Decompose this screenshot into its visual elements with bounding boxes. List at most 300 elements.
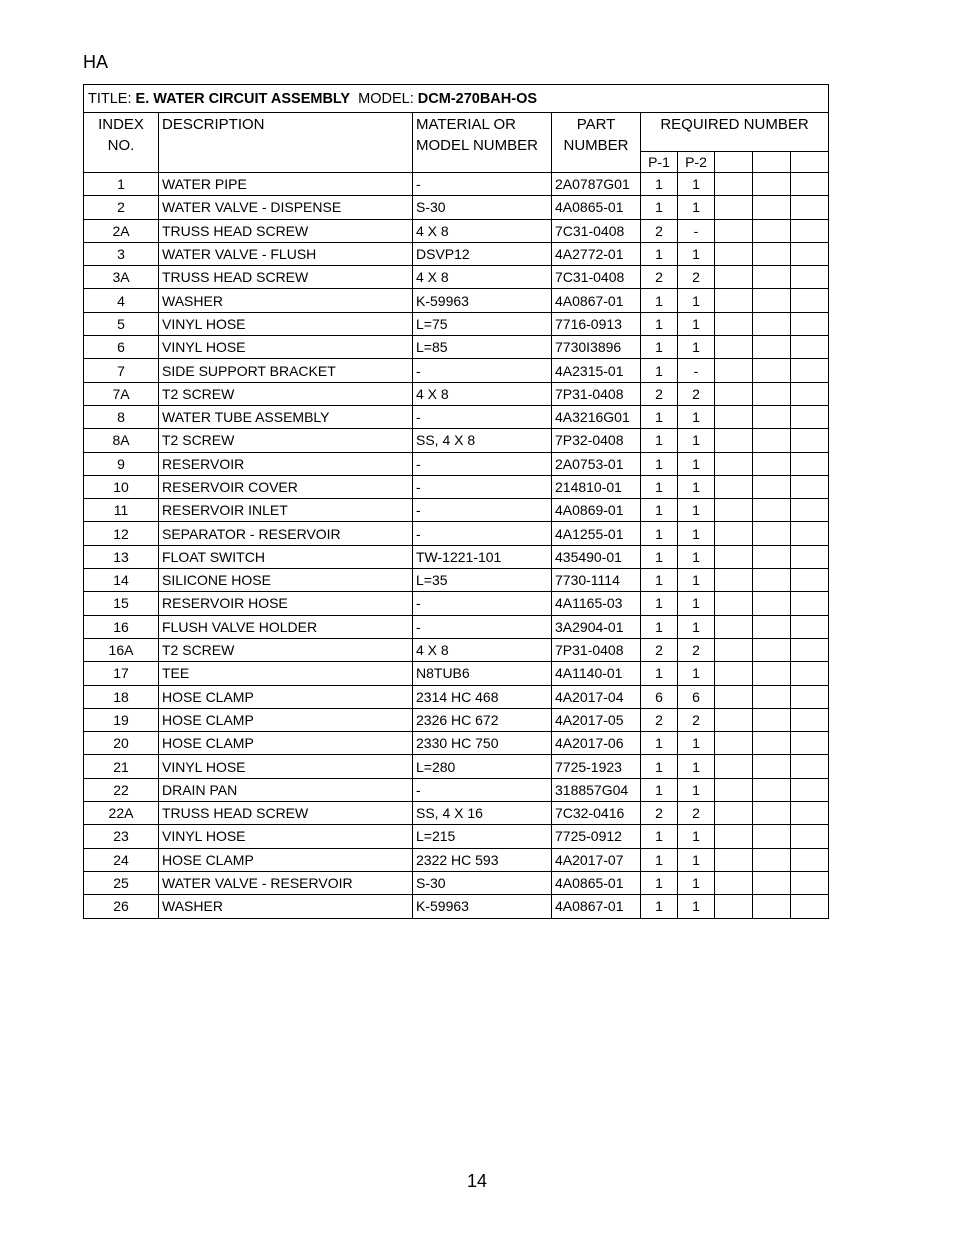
p2-quantity-cell: 1 — [678, 662, 715, 685]
index-cell: 1 — [84, 173, 159, 196]
empty-quantity-cell — [791, 382, 829, 405]
empty-quantity-cell — [715, 708, 753, 731]
empty-quantity-cell — [715, 499, 753, 522]
table-row — [84, 219, 829, 242]
index-cell: 23 — [84, 825, 159, 848]
material-cell: - — [413, 359, 552, 382]
table-row — [84, 662, 829, 685]
material-cell: 4 X 8 — [413, 219, 552, 242]
index-cell: 18 — [84, 685, 159, 708]
p1-quantity-cell: 1 — [641, 778, 678, 801]
empty-quantity-cell — [715, 615, 753, 638]
index-cell: 15 — [84, 592, 159, 615]
p2-column-header: P-2 — [678, 152, 715, 173]
p1-quantity-cell: 2 — [641, 219, 678, 242]
material-cell: 4 X 8 — [413, 266, 552, 289]
empty-quantity-cell — [715, 336, 753, 359]
empty-quantity-cell — [715, 569, 753, 592]
table-row — [84, 196, 829, 219]
title-cell — [84, 85, 829, 113]
material-cell: - — [413, 452, 552, 475]
empty-quantity-cell — [715, 732, 753, 755]
empty-quantity-cell — [791, 848, 829, 871]
empty-quantity-cell — [715, 592, 753, 615]
empty-quantity-cell — [715, 173, 753, 196]
material-cell: 4 X 8 — [413, 382, 552, 405]
empty-quantity-cell — [715, 825, 753, 848]
p1-quantity-cell: 1 — [641, 429, 678, 452]
p2-quantity-cell: 1 — [678, 825, 715, 848]
index-cell: 22 — [84, 778, 159, 801]
index-cell: 24 — [84, 848, 159, 871]
table-row — [84, 708, 829, 731]
p1-quantity-cell: 1 — [641, 662, 678, 685]
p2-quantity-cell: 1 — [678, 336, 715, 359]
p1-quantity-cell: 2 — [641, 382, 678, 405]
empty-quantity-cell — [791, 219, 829, 242]
p1-quantity-cell: 1 — [641, 848, 678, 871]
empty-quantity-cell — [753, 173, 791, 196]
table-row — [84, 522, 829, 545]
empty-quantity-cell — [715, 685, 753, 708]
description-cell: WATER PIPE — [159, 173, 413, 196]
empty-quantity-cell — [715, 219, 753, 242]
p1-column-header: P-1 — [641, 152, 678, 173]
description-cell: HOSE CLAMP — [159, 708, 413, 731]
part-number-cell: 7725-1923 — [552, 755, 641, 778]
p2-quantity-cell: 1 — [678, 848, 715, 871]
p1-quantity-cell: 2 — [641, 638, 678, 661]
parts-list-table — [83, 84, 829, 919]
material-cell: 2322 HC 593 — [413, 848, 552, 871]
index-cell: 22A — [84, 802, 159, 825]
material-cell: - — [413, 475, 552, 498]
empty-header-cell — [715, 152, 753, 173]
material-cell: DSVP12 — [413, 242, 552, 265]
empty-quantity-cell — [791, 173, 829, 196]
empty-quantity-cell — [753, 475, 791, 498]
p1-quantity-cell: 1 — [641, 545, 678, 568]
index-cell: 7A — [84, 382, 159, 405]
empty-quantity-cell — [753, 219, 791, 242]
description-cell: WATER VALVE - RESERVOIR — [159, 871, 413, 894]
part-number-cell: 7716-0913 — [552, 312, 641, 335]
p2-quantity-cell: 2 — [678, 638, 715, 661]
p2-quantity-cell: 2 — [678, 708, 715, 731]
empty-quantity-cell — [791, 312, 829, 335]
material-cell: L=35 — [413, 569, 552, 592]
index-cell: 14 — [84, 569, 159, 592]
index-cell: 2A — [84, 219, 159, 242]
empty-quantity-cell — [791, 266, 829, 289]
part-number-cell: 4A2772-01 — [552, 242, 641, 265]
p2-quantity-cell: - — [678, 219, 715, 242]
description-cell: VINYL HOSE — [159, 336, 413, 359]
p2-quantity-cell: 1 — [678, 615, 715, 638]
empty-quantity-cell — [715, 452, 753, 475]
index-header-line1: INDEX — [98, 116, 144, 133]
empty-quantity-cell — [791, 708, 829, 731]
p1-quantity-cell: 1 — [641, 732, 678, 755]
material-cell: L=75 — [413, 312, 552, 335]
material-column-header — [413, 113, 552, 173]
empty-quantity-cell — [753, 452, 791, 475]
description-cell: SIDE SUPPORT BRACKET — [159, 359, 413, 382]
part-number-cell: 4A0869-01 — [552, 499, 641, 522]
description-cell: RESERVOIR HOSE — [159, 592, 413, 615]
p1-quantity-cell: 1 — [641, 825, 678, 848]
part-number-cell: 4A1165-03 — [552, 592, 641, 615]
empty-quantity-cell — [715, 475, 753, 498]
table-row — [84, 685, 829, 708]
p2-quantity-cell: 1 — [678, 312, 715, 335]
table-row — [84, 452, 829, 475]
description-cell: VINYL HOSE — [159, 312, 413, 335]
empty-quantity-cell — [715, 382, 753, 405]
p2-quantity-cell: 1 — [678, 242, 715, 265]
empty-quantity-cell — [715, 429, 753, 452]
table-row — [84, 382, 829, 405]
description-cell: TRUSS HEAD SCREW — [159, 219, 413, 242]
index-cell: 13 — [84, 545, 159, 568]
p1-quantity-cell: 1 — [641, 592, 678, 615]
empty-quantity-cell — [753, 569, 791, 592]
description-cell: WASHER — [159, 895, 413, 918]
table-row — [84, 755, 829, 778]
material-cell: S-30 — [413, 871, 552, 894]
part-number-cell: 7C31-0408 — [552, 266, 641, 289]
p2-quantity-cell: 2 — [678, 382, 715, 405]
empty-quantity-cell — [791, 499, 829, 522]
p1-quantity-cell: 1 — [641, 615, 678, 638]
material-cell: L=85 — [413, 336, 552, 359]
empty-quantity-cell — [753, 592, 791, 615]
empty-quantity-cell — [791, 662, 829, 685]
index-cell: 19 — [84, 708, 159, 731]
index-cell: 10 — [84, 475, 159, 498]
index-cell: 8A — [84, 429, 159, 452]
index-header-line2: NO. — [107, 137, 135, 154]
p2-quantity-cell: 1 — [678, 778, 715, 801]
index-cell: 7 — [84, 359, 159, 382]
table-row — [84, 429, 829, 452]
p2-quantity-cell: - — [678, 359, 715, 382]
empty-quantity-cell — [753, 802, 791, 825]
part-number-cell: 4A1255-01 — [552, 522, 641, 545]
p1-quantity-cell: 1 — [641, 452, 678, 475]
table-row — [84, 266, 829, 289]
empty-quantity-cell — [715, 266, 753, 289]
empty-quantity-cell — [715, 802, 753, 825]
empty-quantity-cell — [715, 638, 753, 661]
p1-quantity-cell: 1 — [641, 895, 678, 918]
part-number-cell: 2A0787G01 — [552, 173, 641, 196]
description-cell: FLUSH VALVE HOLDER — [159, 615, 413, 638]
table-row — [84, 778, 829, 801]
empty-quantity-cell — [715, 242, 753, 265]
empty-quantity-cell — [791, 452, 829, 475]
title-value: E. WATER CIRCUIT ASSEMBLY — [135, 90, 351, 107]
table-row — [84, 871, 829, 894]
index-cell: 16 — [84, 615, 159, 638]
part-number-cell: 3A2904-01 — [552, 615, 641, 638]
empty-quantity-cell — [715, 196, 753, 219]
part-number-cell: 7P32-0408 — [552, 429, 641, 452]
part-number-cell: 7P31-0408 — [552, 638, 641, 661]
p2-quantity-cell: 1 — [678, 871, 715, 894]
table-row — [84, 359, 829, 382]
p1-quantity-cell: 1 — [641, 289, 678, 312]
empty-quantity-cell — [753, 336, 791, 359]
description-cell: TRUSS HEAD SCREW — [159, 802, 413, 825]
p2-quantity-cell: 1 — [678, 755, 715, 778]
empty-quantity-cell — [715, 755, 753, 778]
material-cell: - — [413, 499, 552, 522]
empty-quantity-cell — [715, 289, 753, 312]
empty-quantity-cell — [791, 196, 829, 219]
part-number-cell: 7725-0912 — [552, 825, 641, 848]
empty-quantity-cell — [791, 755, 829, 778]
description-cell: WASHER — [159, 289, 413, 312]
empty-quantity-cell — [791, 289, 829, 312]
p1-quantity-cell: 1 — [641, 312, 678, 335]
empty-quantity-cell — [715, 522, 753, 545]
material-cell: TW-1221-101 — [413, 545, 552, 568]
part-number-cell: 4A2017-05 — [552, 708, 641, 731]
p2-quantity-cell: 1 — [678, 569, 715, 592]
material-cell: - — [413, 173, 552, 196]
part-number-cell: 4A2017-06 — [552, 732, 641, 755]
p2-quantity-cell: 1 — [678, 895, 715, 918]
corner-code: HA — [83, 52, 109, 72]
table-row — [84, 545, 829, 568]
description-cell: TRUSS HEAD SCREW — [159, 266, 413, 289]
p1-quantity-cell: 1 — [641, 359, 678, 382]
p1-quantity-cell: 1 — [641, 499, 678, 522]
empty-quantity-cell — [791, 615, 829, 638]
material-cell: K-59963 — [413, 895, 552, 918]
p1-quantity-cell: 1 — [641, 173, 678, 196]
description-cell: SILICONE HOSE — [159, 569, 413, 592]
material-cell: L=215 — [413, 825, 552, 848]
table-row — [84, 405, 829, 428]
index-cell: 8 — [84, 405, 159, 428]
part-number-cell: 435490-01 — [552, 545, 641, 568]
part-number-cell: 2A0753-01 — [552, 452, 641, 475]
empty-quantity-cell — [753, 615, 791, 638]
required-number-header — [641, 113, 829, 152]
material-cell: - — [413, 615, 552, 638]
description-cell: VINYL HOSE — [159, 825, 413, 848]
part-number-cell: 4A0867-01 — [552, 289, 641, 312]
part-number-cell: 4A0867-01 — [552, 895, 641, 918]
empty-quantity-cell — [753, 545, 791, 568]
empty-quantity-cell — [791, 802, 829, 825]
description-column-header — [159, 113, 413, 173]
p2-quantity-cell: 6 — [678, 685, 715, 708]
empty-quantity-cell — [753, 266, 791, 289]
description-cell: RESERVOIR COVER — [159, 475, 413, 498]
material-cell: - — [413, 592, 552, 615]
p1-quantity-cell: 2 — [641, 708, 678, 731]
empty-quantity-cell — [753, 778, 791, 801]
empty-quantity-cell — [753, 732, 791, 755]
material-cell: 2314 HC 468 — [413, 685, 552, 708]
empty-quantity-cell — [753, 359, 791, 382]
table-row — [84, 638, 829, 661]
empty-quantity-cell — [753, 312, 791, 335]
index-cell: 11 — [84, 499, 159, 522]
p1-quantity-cell: 1 — [641, 196, 678, 219]
empty-quantity-cell — [753, 848, 791, 871]
column-header-row — [84, 113, 829, 152]
p1-quantity-cell: 1 — [641, 475, 678, 498]
index-cell: 2 — [84, 196, 159, 219]
table-row — [84, 242, 829, 265]
empty-quantity-cell — [791, 825, 829, 848]
p2-quantity-cell: 1 — [678, 452, 715, 475]
empty-quantity-cell — [715, 312, 753, 335]
description-cell: T2 SCREW — [159, 382, 413, 405]
description-cell: T2 SCREW — [159, 638, 413, 661]
index-cell: 3A — [84, 266, 159, 289]
part-number-cell: 318857G04 — [552, 778, 641, 801]
empty-quantity-cell — [791, 778, 829, 801]
description-cell: TEE — [159, 662, 413, 685]
description-header-text: DESCRIPTION — [162, 116, 265, 133]
index-cell: 21 — [84, 755, 159, 778]
empty-quantity-cell — [753, 429, 791, 452]
index-cell: 3 — [84, 242, 159, 265]
table-row — [84, 732, 829, 755]
part-number-cell: 214810-01 — [552, 475, 641, 498]
empty-quantity-cell — [791, 545, 829, 568]
part-header-line2: NUMBER — [563, 137, 629, 154]
p1-quantity-cell: 1 — [641, 522, 678, 545]
description-cell: FLOAT SWITCH — [159, 545, 413, 568]
empty-quantity-cell — [753, 825, 791, 848]
empty-quantity-cell — [753, 755, 791, 778]
index-cell: 6 — [84, 336, 159, 359]
p1-quantity-cell: 1 — [641, 336, 678, 359]
p2-quantity-cell: 1 — [678, 522, 715, 545]
part-number-cell: 7730I3896 — [552, 336, 641, 359]
table-row — [84, 173, 829, 196]
description-cell: HOSE CLAMP — [159, 848, 413, 871]
part-number-cell: 4A2017-04 — [552, 685, 641, 708]
table-row — [84, 312, 829, 335]
p2-quantity-cell: 1 — [678, 545, 715, 568]
table-row — [84, 289, 829, 312]
empty-header-cell — [753, 152, 791, 173]
p2-quantity-cell: 1 — [678, 196, 715, 219]
p1-quantity-cell: 1 — [641, 405, 678, 428]
empty-quantity-cell — [715, 359, 753, 382]
table-row — [84, 895, 829, 918]
empty-quantity-cell — [791, 336, 829, 359]
material-cell: - — [413, 405, 552, 428]
part-number-cell: 4A0865-01 — [552, 196, 641, 219]
empty-quantity-cell — [791, 638, 829, 661]
description-cell: DRAIN PAN — [159, 778, 413, 801]
part-number-cell: 4A3216G01 — [552, 405, 641, 428]
table-row — [84, 802, 829, 825]
empty-quantity-cell — [753, 405, 791, 428]
description-cell: HOSE CLAMP — [159, 685, 413, 708]
empty-quantity-cell — [715, 778, 753, 801]
index-cell: 25 — [84, 871, 159, 894]
empty-quantity-cell — [715, 871, 753, 894]
description-cell: WATER VALVE - DISPENSE — [159, 196, 413, 219]
p2-quantity-cell: 1 — [678, 499, 715, 522]
empty-quantity-cell — [715, 895, 753, 918]
empty-quantity-cell — [791, 569, 829, 592]
empty-quantity-cell — [753, 522, 791, 545]
empty-quantity-cell — [753, 499, 791, 522]
empty-quantity-cell — [753, 895, 791, 918]
empty-quantity-cell — [753, 685, 791, 708]
material-cell: 4 X 8 — [413, 638, 552, 661]
title-label: TITLE: — [88, 90, 132, 107]
empty-quantity-cell — [791, 895, 829, 918]
empty-quantity-cell — [791, 405, 829, 428]
p1-quantity-cell: 1 — [641, 569, 678, 592]
required-number-text: REQUIRED NUMBER — [660, 116, 809, 133]
p1-quantity-cell: 1 — [641, 755, 678, 778]
part-number-cell: 7C31-0408 — [552, 219, 641, 242]
description-cell: WATER TUBE ASSEMBLY — [159, 405, 413, 428]
model-label: MODEL: — [358, 90, 414, 107]
index-cell: 9 — [84, 452, 159, 475]
p1-quantity-cell: 6 — [641, 685, 678, 708]
material-cell: 2330 HC 750 — [413, 732, 552, 755]
p2-quantity-cell: 1 — [678, 173, 715, 196]
empty-quantity-cell — [791, 685, 829, 708]
title-row — [84, 85, 829, 113]
index-cell: 5 — [84, 312, 159, 335]
empty-quantity-cell — [753, 662, 791, 685]
part-header-line1: PART — [576, 116, 616, 133]
table-row — [84, 825, 829, 848]
material-cell: S-30 — [413, 196, 552, 219]
p2-quantity-cell: 1 — [678, 592, 715, 615]
description-cell: RESERVOIR INLET — [159, 499, 413, 522]
table-row — [84, 475, 829, 498]
table-row — [84, 569, 829, 592]
empty-quantity-cell — [715, 848, 753, 871]
index-cell: 4 — [84, 289, 159, 312]
index-cell: 20 — [84, 732, 159, 755]
p2-quantity-cell: 1 — [678, 405, 715, 428]
p1-quantity-cell: 2 — [641, 266, 678, 289]
part-column-header — [552, 113, 641, 173]
index-cell: 26 — [84, 895, 159, 918]
empty-quantity-cell — [791, 732, 829, 755]
empty-quantity-cell — [753, 289, 791, 312]
index-cell: 17 — [84, 662, 159, 685]
material-cell: 2326 HC 672 — [413, 708, 552, 731]
part-number-cell: 7C32-0416 — [552, 802, 641, 825]
empty-quantity-cell — [715, 405, 753, 428]
material-header-line1: MATERIAL OR — [416, 116, 517, 133]
empty-quantity-cell — [791, 522, 829, 545]
empty-quantity-cell — [791, 871, 829, 894]
description-cell: VINYL HOSE — [159, 755, 413, 778]
part-number-cell: 7P31-0408 — [552, 382, 641, 405]
table-row — [84, 848, 829, 871]
part-number-cell: 4A2315-01 — [552, 359, 641, 382]
p2-quantity-cell: 1 — [678, 429, 715, 452]
